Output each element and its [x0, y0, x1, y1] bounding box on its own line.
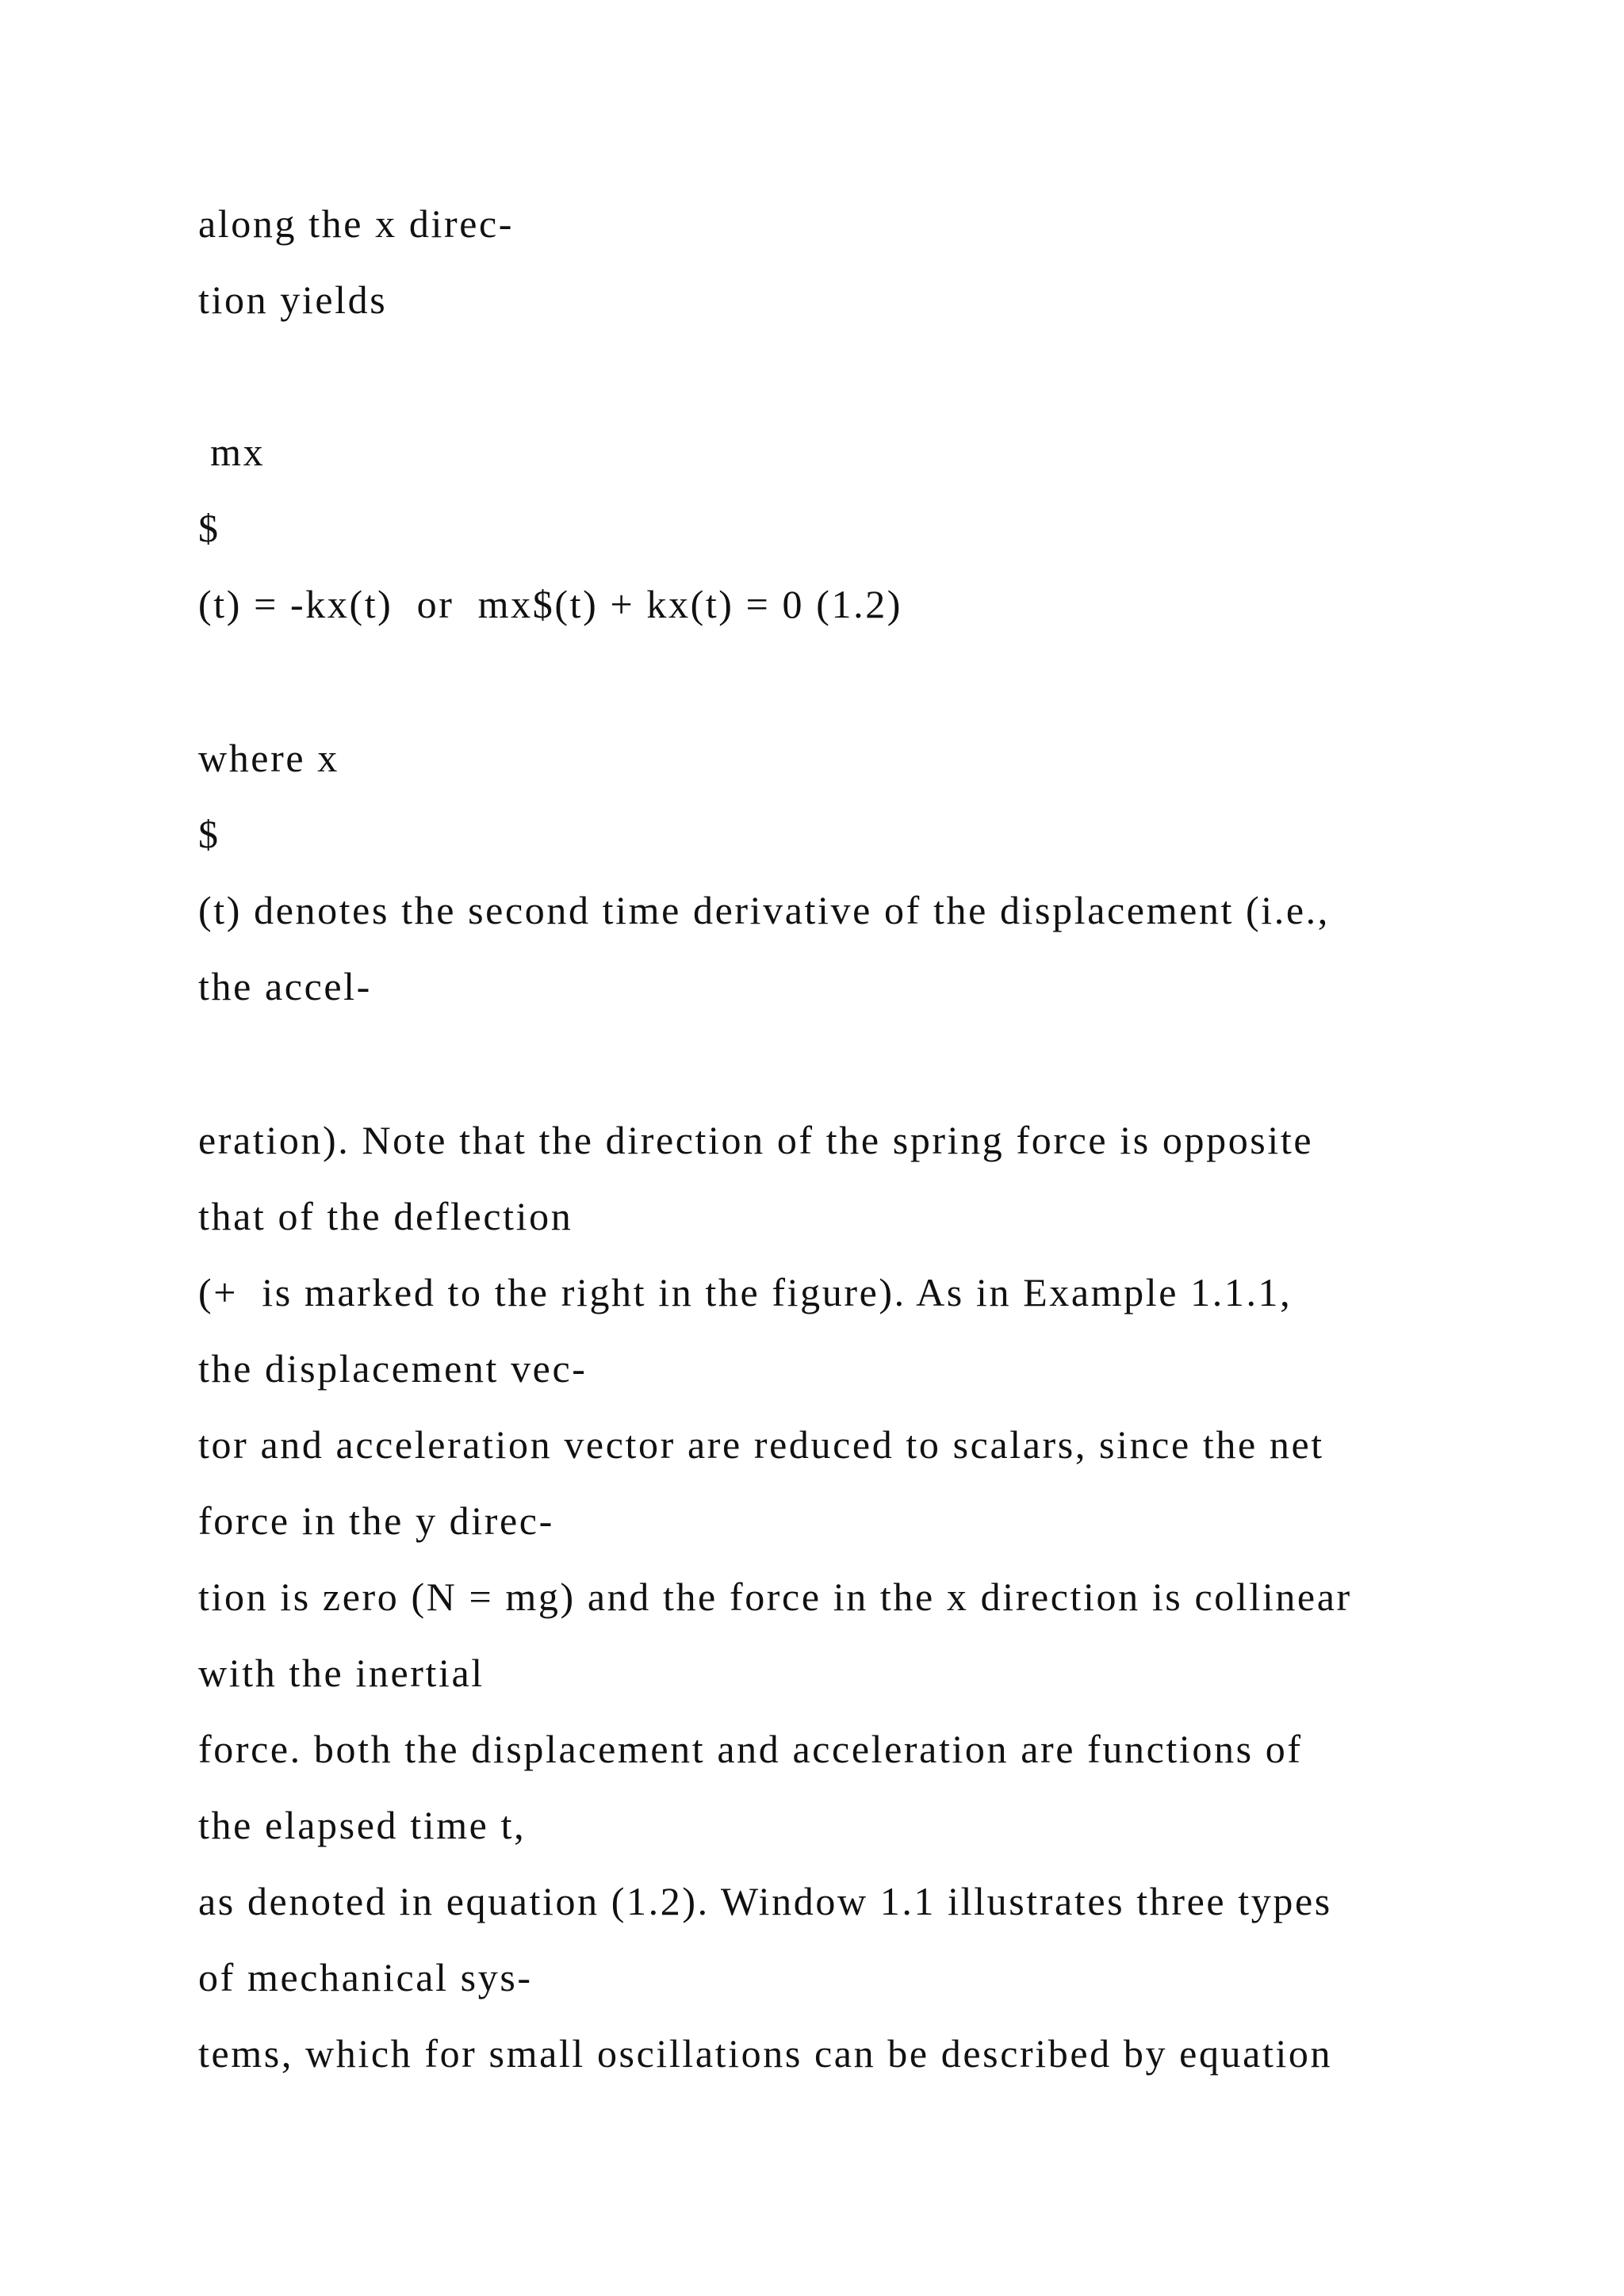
text-line-22: tems, which for small oscillations can be described by equation	[198, 2031, 1333, 2076]
text-line-6: where x	[198, 736, 339, 780]
text-line-14: tor and acceleration vector are reduced to scalars, since the net	[198, 1422, 1336, 1467]
text-line-21: of mechanical sys-	[198, 1955, 533, 1999]
text-line-20: as denoted in equation (1.2). Window 1.1 illustrates three types	[198, 1879, 1344, 1923]
text-line-12: (+ is marked to the right in the figure). As in Example 1.1.1,	[198, 1270, 1304, 1314]
text-line-10: eration). Note that the direction of the spring force is opposite	[198, 1118, 1326, 1162]
text-line-16: tion is zero (N = mg) and the force in the x direction is collinear	[198, 1575, 1364, 1619]
text-line-4: $	[198, 506, 220, 550]
text-line-1: along the x direc-	[198, 201, 515, 246]
text-line-9: the accel-	[198, 964, 372, 1008]
text-line-8: (t) denotes the second time derivative of the displacement (i.e.,	[198, 888, 1342, 932]
equation-line: (t) = -kx(t) or mx$(t) + kx(t) = 0 (1.2)	[198, 582, 903, 626]
text-line-11: that of the deflection	[198, 1194, 573, 1238]
text-line-2: tion yields	[198, 277, 388, 322]
text-line-19: the elapsed time t,	[198, 1803, 527, 1847]
text-line-3: mx	[198, 430, 266, 474]
text-line-15: force in the y direc-	[198, 1498, 554, 1543]
text-line-13: the displacement vec-	[198, 1346, 588, 1391]
text-line-17: with the inertial	[198, 1651, 485, 1695]
text-line-18: force. both the displacement and acceleration are functions of	[198, 1727, 1315, 1771]
text-line-7: $	[198, 812, 220, 856]
